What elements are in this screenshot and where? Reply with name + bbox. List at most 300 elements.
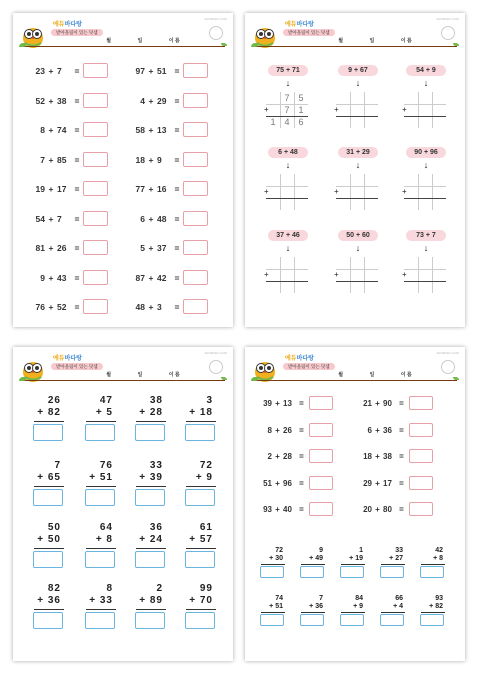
problem-label: 37 + 46 [268, 230, 308, 241]
operand-a: 20 [363, 505, 372, 514]
answer-box[interactable] [135, 424, 165, 441]
sum-line [136, 548, 166, 549]
operand-a: 8 [40, 125, 45, 135]
answer-box[interactable] [85, 612, 115, 629]
answer-box[interactable] [409, 396, 433, 410]
equals-sign: = [74, 95, 80, 106]
grid-line [404, 116, 446, 117]
sum-line [261, 612, 285, 613]
answer-box[interactable] [185, 551, 215, 568]
equals-sign: = [74, 272, 80, 283]
operand-b: + 27 [389, 555, 403, 562]
operand-b: 17 [57, 184, 67, 194]
answer-box[interactable] [183, 63, 208, 78]
plus-sign: + [148, 125, 154, 135]
answer-box[interactable] [83, 93, 108, 108]
operand-b: 42 [157, 272, 167, 283]
answer-box[interactable] [183, 152, 208, 167]
problem-label: 50 + 60 [338, 230, 378, 241]
operand-b: 36 [383, 425, 392, 435]
grid-line [336, 116, 378, 117]
place-value-grid [336, 92, 378, 128]
equals-sign: = [174, 95, 180, 106]
plus-sign: + [48, 66, 54, 76]
place-value-grid [336, 257, 378, 293]
answer-box[interactable] [183, 299, 208, 314]
operand-a: 72 [199, 460, 213, 471]
problem-label: 90 + 96 [406, 147, 446, 158]
problem-label: 75 + 71 [268, 65, 308, 76]
grid-problem [398, 65, 464, 145]
answer-box[interactable] [380, 566, 404, 578]
answer-box[interactable] [340, 566, 364, 578]
grid-line [404, 198, 446, 199]
grid-line [336, 269, 378, 270]
operand-b: 13 [157, 125, 167, 135]
operand-b: 85 [57, 154, 67, 165]
plus-sign: + [48, 272, 54, 283]
equation [359, 505, 407, 514]
equation [31, 214, 83, 224]
down-arrow-icon: ↓ [423, 243, 429, 253]
sum-line [381, 612, 405, 613]
grid-line [336, 186, 378, 187]
equals-sign: = [399, 478, 404, 488]
place-value-grid [404, 257, 446, 293]
sum-line [301, 564, 325, 565]
grid-line [266, 269, 308, 270]
answer-box[interactable] [183, 181, 208, 196]
date-label: 일 [369, 38, 375, 44]
grid-line [294, 174, 295, 210]
operand-b: + 28 [139, 407, 163, 418]
answer-box[interactable] [83, 122, 108, 137]
answer-box[interactable] [185, 612, 215, 629]
equals-sign: = [174, 184, 180, 194]
operand-a: 8 [106, 583, 113, 594]
grid-line [418, 174, 419, 210]
equals-sign: = [174, 125, 180, 135]
date-label: 월 [338, 372, 344, 378]
brand-text-b: 바다랑 [296, 22, 314, 28]
answer-box[interactable] [185, 489, 215, 506]
answer-box[interactable] [135, 489, 165, 506]
equation [31, 125, 83, 135]
example-digit: 1 [270, 117, 276, 127]
equals-sign: = [74, 125, 80, 135]
down-arrow-icon: ↓ [355, 160, 361, 170]
operand-a: 72 [275, 547, 283, 554]
vertical-problem [31, 522, 65, 578]
operand-a: 42 [435, 547, 443, 554]
sum-line [341, 612, 365, 613]
operand-a: 61 [199, 522, 213, 533]
vertical-problem [83, 583, 117, 639]
answer-box[interactable] [409, 476, 433, 490]
vertical-problem [83, 395, 117, 451]
equals-sign: = [74, 184, 80, 194]
equals-sign: = [174, 154, 180, 165]
operand-b: 3 [157, 302, 162, 312]
date-name-line [93, 37, 193, 44]
sum-line [136, 486, 166, 487]
answer-box[interactable] [83, 299, 108, 314]
problem-label: 73 + 7 [406, 230, 446, 241]
operand-b: + 49 [309, 555, 323, 562]
answer-box[interactable] [85, 424, 115, 441]
sum-line [86, 609, 116, 610]
operand-a: 4 [140, 95, 145, 106]
sum-line [186, 421, 216, 422]
vertical-problem [183, 460, 217, 516]
sum-line [136, 421, 166, 422]
brand-text-b: 바다랑 [64, 356, 82, 362]
vertical-problem [31, 583, 65, 639]
operand-a: 2 [156, 583, 163, 594]
answer-box[interactable] [300, 614, 324, 626]
operand-a: 58 [135, 125, 145, 135]
operand-a: 77 [135, 184, 145, 194]
sum-line [86, 421, 116, 422]
topic-tag: 받아올림이 있는 덧셈 [51, 363, 103, 370]
sum-line [186, 486, 216, 487]
answer-box[interactable] [340, 614, 364, 626]
operand-b: 96 [283, 478, 292, 488]
equation [359, 452, 407, 461]
sum-line [136, 609, 166, 610]
down-arrow-icon: ↓ [355, 243, 361, 253]
problem-label: 9 + 67 [338, 65, 378, 76]
seal-icon [441, 26, 455, 40]
grid-line [432, 174, 433, 210]
plus-sign: + [375, 452, 380, 461]
down-arrow-icon: ↓ [423, 78, 429, 88]
equation [131, 302, 183, 312]
grid-line [364, 92, 365, 128]
plus-sign: + [148, 184, 154, 194]
operand-a: 82 [47, 583, 61, 594]
plus-sign: + [148, 272, 154, 283]
plus-sign: + [48, 125, 54, 135]
grid-line [364, 174, 365, 210]
place-value-grid [266, 174, 308, 210]
operand-a: 7 [319, 595, 323, 602]
grid-line [364, 257, 365, 293]
plus-sign: + [275, 505, 280, 514]
operand-a: 8 [267, 425, 272, 435]
grid-line [404, 104, 446, 105]
operand-b: + 57 [189, 534, 213, 545]
operand-a: 9 [319, 547, 323, 554]
operand-b: + 8 [433, 555, 443, 562]
grid-line [280, 174, 281, 210]
operand-b: 26 [57, 243, 67, 253]
answer-box[interactable] [135, 551, 165, 568]
answer-box[interactable] [183, 211, 208, 226]
operand-b: + 70 [189, 595, 213, 606]
equals-sign: = [299, 505, 304, 514]
operand-b: 74 [57, 125, 67, 135]
answer-box[interactable] [83, 240, 108, 255]
operand-a: 7 [40, 154, 45, 165]
answer-box[interactable] [380, 614, 404, 626]
answer-box[interactable] [83, 152, 108, 167]
plus-sign: + [375, 399, 380, 408]
answer-box[interactable] [420, 566, 444, 578]
answer-box[interactable] [85, 489, 115, 506]
plus-sign: + [148, 243, 154, 253]
date-label: 이 름 [400, 38, 412, 44]
operand-a: 76 [35, 302, 45, 312]
operand-b: 40 [283, 505, 292, 514]
plus-sign: + [264, 105, 269, 114]
sum-line [381, 564, 405, 565]
topic-tag: 받아올림이 있는 덧셈 [283, 363, 335, 370]
date-name-line [325, 371, 425, 378]
sum-line [341, 564, 365, 565]
plus-sign: + [48, 213, 54, 224]
leaf-icon [453, 43, 459, 46]
operand-b: 51 [157, 66, 167, 76]
equals-sign: = [399, 399, 404, 408]
plus-sign: + [275, 478, 280, 488]
vertical-problem [31, 395, 65, 451]
vertical-problem [133, 460, 167, 516]
equation [259, 426, 307, 435]
brand-text-b: 바다랑 [296, 356, 314, 362]
equation [359, 399, 407, 408]
operand-b: 43 [57, 272, 67, 283]
grid-problem [330, 147, 396, 227]
equals-sign: = [174, 66, 180, 76]
operand-a: 26 [47, 395, 61, 406]
equals-sign: = [74, 213, 80, 224]
worksheet-vertical-3 [13, 347, 233, 661]
equation [31, 155, 83, 165]
answer-box[interactable] [309, 396, 333, 410]
answer-box[interactable] [83, 211, 108, 226]
equation [31, 96, 83, 106]
operand-a: 93 [263, 505, 272, 514]
seal-icon [209, 26, 223, 40]
operand-a: 76 [99, 460, 113, 471]
grid-line [418, 92, 419, 128]
equals-sign: = [399, 452, 404, 461]
equation [259, 399, 307, 408]
answer-box[interactable] [183, 93, 208, 108]
equals-sign: = [399, 425, 404, 435]
answer-box[interactable] [33, 612, 63, 629]
grid-line [404, 186, 446, 187]
equation [31, 243, 83, 253]
topic-tag: 받아올림이 있는 덧셈 [283, 29, 335, 36]
answer-box[interactable] [183, 270, 208, 285]
operand-b: 28 [283, 452, 292, 461]
operand-b: + 8 [95, 534, 113, 545]
answer-box[interactable] [420, 614, 444, 626]
grid-line [336, 104, 378, 105]
operand-a: 7 [54, 460, 61, 471]
answer-box[interactable] [135, 612, 165, 629]
plus-sign: + [148, 302, 154, 312]
answer-box[interactable] [300, 566, 324, 578]
answer-box[interactable] [309, 476, 333, 490]
answer-box[interactable] [183, 122, 208, 137]
answer-box[interactable] [183, 240, 208, 255]
answer-box[interactable] [33, 551, 63, 568]
operand-a: 64 [99, 522, 113, 533]
plus-sign: + [48, 243, 54, 253]
plus-sign: + [48, 302, 54, 312]
operand-b: + 24 [139, 534, 163, 545]
answer-box[interactable] [260, 566, 284, 578]
operand-a: 51 [263, 478, 272, 488]
operand-b: 26 [283, 425, 292, 435]
equals-sign: = [299, 425, 304, 435]
answer-box[interactable] [33, 489, 63, 506]
equals-sign: = [74, 154, 80, 165]
equals-sign: = [174, 302, 180, 312]
header-rule [21, 46, 225, 47]
plus-sign: + [402, 270, 407, 279]
sum-line [186, 548, 216, 549]
operand-b: 52 [57, 302, 67, 312]
equation [359, 426, 407, 435]
worksheet-header [13, 347, 233, 387]
plus-sign: + [334, 270, 339, 279]
brand-logo [53, 353, 82, 362]
header-rule [253, 46, 457, 47]
answer-box[interactable] [260, 614, 284, 626]
plus-sign: + [275, 452, 280, 461]
answer-box[interactable] [83, 270, 108, 285]
sum-line [86, 486, 116, 487]
grid-line [404, 269, 446, 270]
vertical-problem [133, 395, 167, 451]
header-rule [253, 380, 457, 381]
operand-b: + 18 [189, 407, 213, 418]
corner-note: EDUBADA.COM [436, 17, 459, 21]
worksheet-horizontal-1 [13, 13, 233, 327]
answer-box[interactable] [409, 502, 433, 516]
answer-box[interactable] [309, 502, 333, 516]
place-value-grid [404, 174, 446, 210]
grid-line [266, 186, 308, 187]
answer-box[interactable] [33, 424, 63, 441]
date-label: 월 [106, 38, 112, 44]
equals-sign: = [399, 505, 404, 514]
date-label: 일 [369, 372, 375, 378]
worksheet-mixed-4 [245, 347, 465, 661]
equation [359, 479, 407, 488]
plus-sign: + [402, 105, 407, 114]
place-value-grid [336, 174, 378, 210]
vertical-problem [133, 522, 167, 578]
place-value-grid [404, 92, 446, 128]
operand-b: 13 [283, 399, 292, 408]
grid-line [432, 92, 433, 128]
operand-a: 1 [359, 547, 363, 554]
equals-sign: = [174, 243, 180, 253]
answer-box[interactable] [83, 63, 108, 78]
worksheet-header [13, 13, 233, 53]
grid-line [350, 92, 351, 128]
operand-b: 48 [157, 213, 167, 224]
brand-logo [285, 353, 314, 362]
down-arrow-icon: ↓ [285, 160, 291, 170]
operand-a: 48 [135, 302, 145, 312]
grid-line [266, 198, 308, 199]
operand-b: + 51 [89, 472, 113, 483]
equation [131, 66, 183, 76]
equals-sign: = [74, 243, 80, 253]
grid-problem [260, 147, 326, 227]
operand-b: 29 [157, 95, 167, 106]
operand-b: 7 [57, 213, 62, 224]
down-arrow-icon: ↓ [285, 243, 291, 253]
operand-a: 39 [263, 399, 272, 408]
answer-box[interactable] [185, 424, 215, 441]
operand-b: + 65 [37, 472, 61, 483]
equation [131, 155, 183, 165]
operand-a: 47 [99, 395, 113, 406]
sum-line [261, 564, 285, 565]
equation [131, 273, 183, 283]
answer-box[interactable] [409, 449, 433, 463]
operand-a: 33 [395, 547, 403, 554]
grid-problem [398, 147, 464, 227]
example-digit: 4 [284, 117, 290, 127]
sum-line [34, 486, 64, 487]
sum-line [421, 612, 445, 613]
operand-a: 50 [47, 522, 61, 533]
equation [31, 184, 83, 194]
operand-a: 18 [135, 154, 145, 165]
date-label: 이 름 [168, 38, 180, 44]
plus-sign: + [148, 154, 154, 165]
answer-box[interactable] [309, 449, 333, 463]
equation [131, 243, 183, 253]
operand-a: 21 [363, 399, 372, 408]
operand-a: 19 [35, 184, 45, 194]
answer-box[interactable] [409, 423, 433, 437]
answer-box[interactable] [309, 423, 333, 437]
operand-b: + 39 [139, 472, 163, 483]
equals-sign: = [74, 302, 80, 312]
operand-a: 52 [35, 95, 45, 106]
answer-box[interactable] [85, 551, 115, 568]
operand-b: + 51 [269, 603, 283, 610]
operand-b: + 50 [37, 534, 61, 545]
corner-note: EDUBADA.COM [436, 351, 459, 355]
corner-note: EDUBADA.COM [204, 351, 227, 355]
example-digit: 7 [284, 93, 290, 103]
brand-text-b: 바다랑 [64, 22, 82, 28]
grid-problem [330, 65, 396, 145]
equals-sign: = [74, 66, 80, 76]
equation [131, 96, 183, 106]
answer-box[interactable] [83, 181, 108, 196]
sum-line [86, 548, 116, 549]
problem-label: 31 + 29 [338, 147, 378, 158]
vertical-problem [183, 522, 217, 578]
plus-sign: + [375, 505, 380, 514]
operand-b: + 19 [349, 555, 363, 562]
plus-sign: + [48, 154, 54, 165]
sum-line [186, 609, 216, 610]
plus-sign: + [275, 399, 280, 408]
worksheet-header [245, 347, 465, 387]
